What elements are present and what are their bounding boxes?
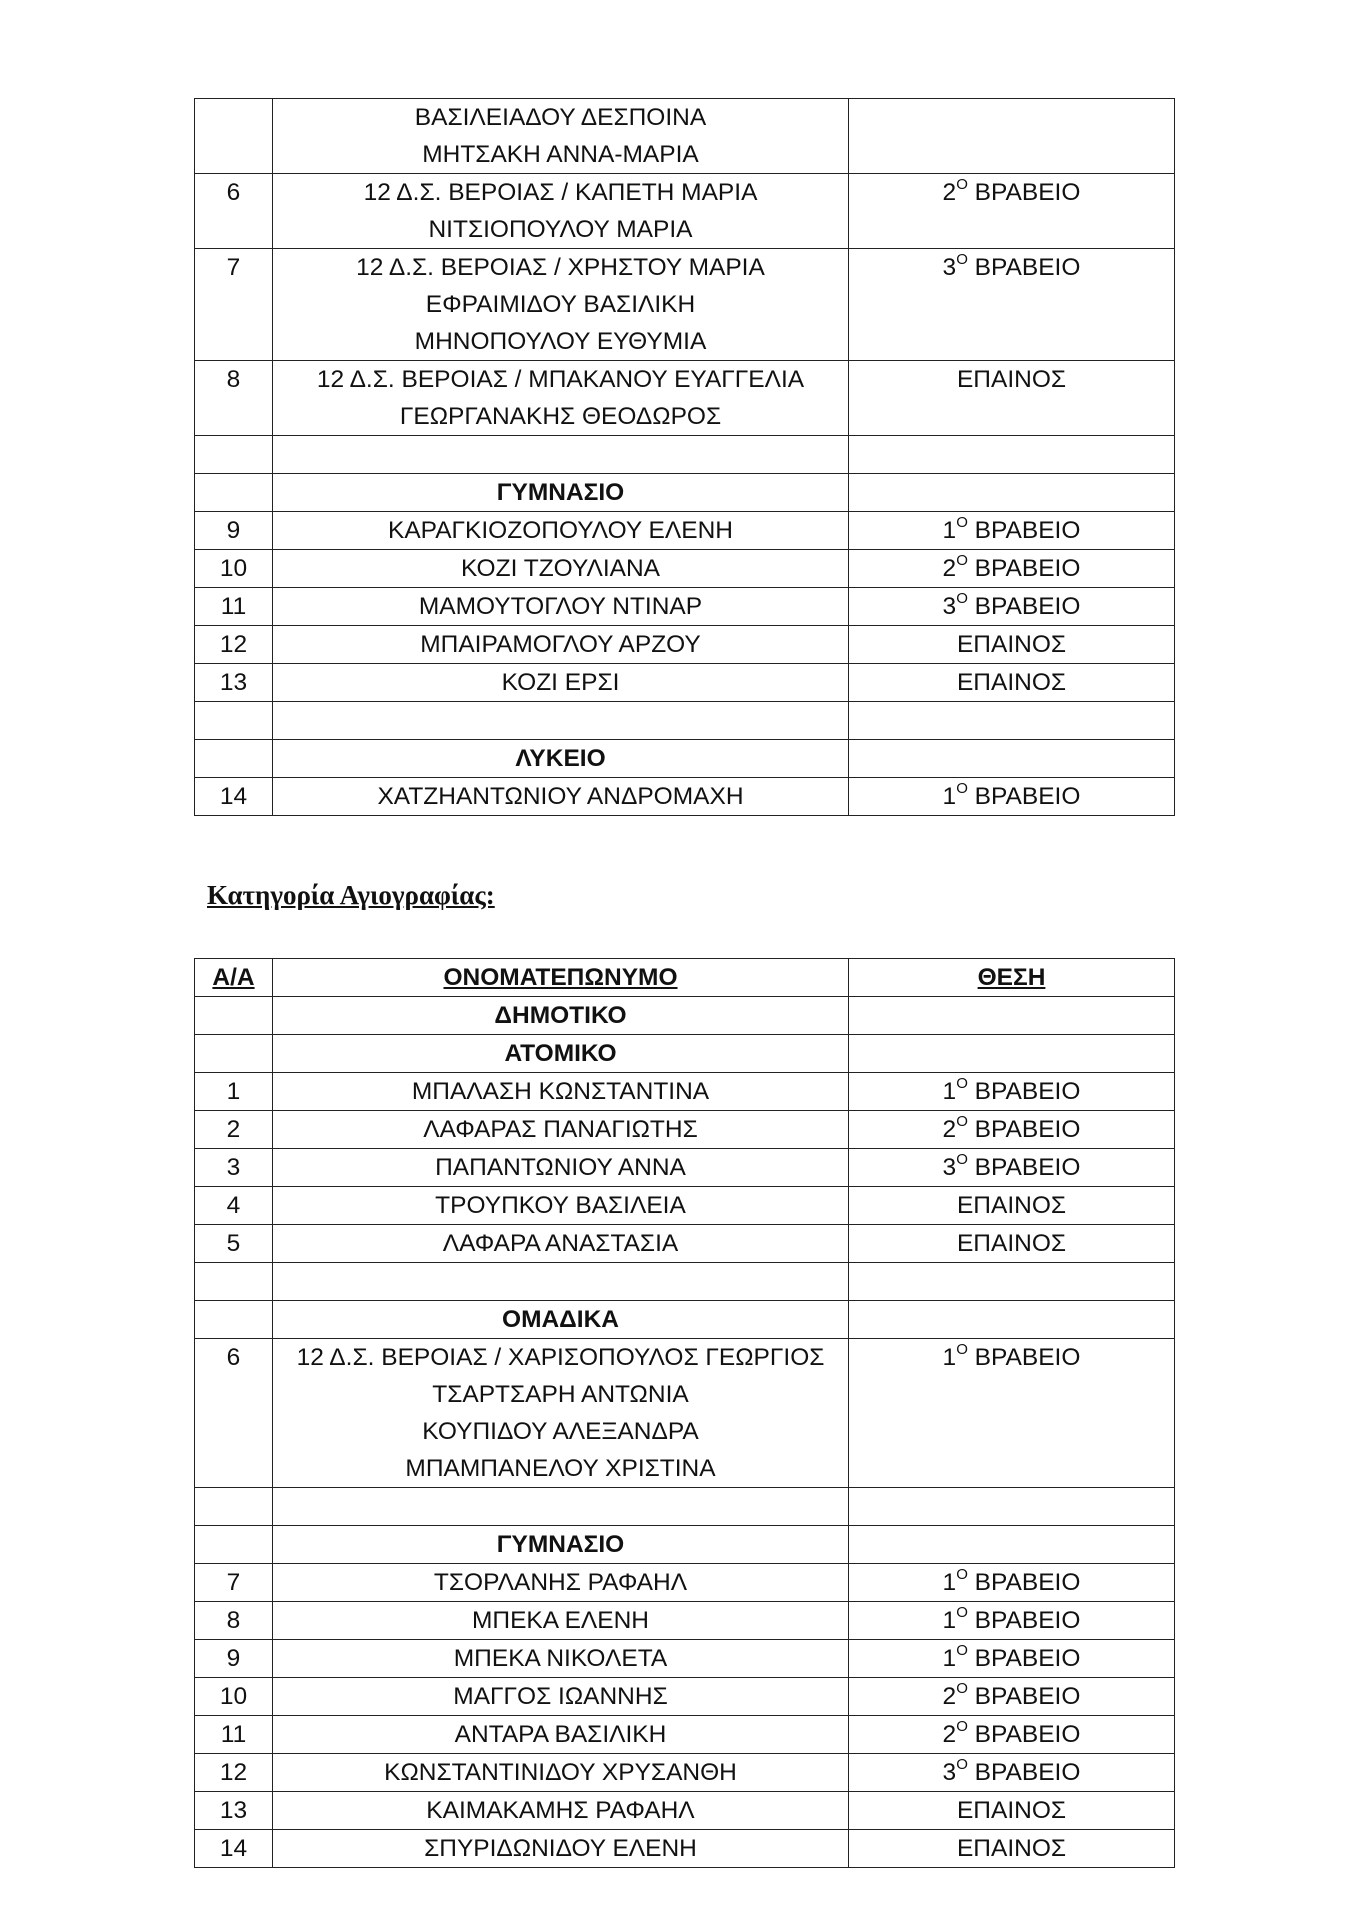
row-number: 4: [195, 1187, 273, 1225]
place-cell: [849, 474, 1175, 512]
table-row: [195, 1073, 1175, 1111]
ordinal-mark: Ο: [956, 1150, 968, 1168]
ordinal-mark: Ο: [956, 250, 968, 268]
name-line: ΛΑΦΑΡΑΣ ΠΑΝΑΓΙΩΤΗΣ: [423, 1116, 698, 1143]
row-number: [195, 474, 273, 512]
participant-names: [273, 174, 849, 249]
ordinal-mark: Ο: [956, 551, 968, 569]
name-line: ΛΑΦΑΡΑ ΑΝΑΣΤΑΣΙΑ: [442, 1230, 679, 1257]
row-number: [195, 740, 273, 778]
section-title: [273, 474, 849, 512]
name-line: 12 Δ.Σ. ΒΕΡΟΙΑΣ / ΜΠΑΚΑΝΟΥ ΕΥΑΓΓΕΛΙΑ: [316, 366, 805, 393]
place-cell: [849, 702, 1175, 740]
place-label: ΒΡΑΒΕΙΟ: [974, 1344, 1081, 1371]
spacer-row: [195, 1263, 1175, 1301]
place-label: ΒΡΑΒΕΙΟ: [974, 1154, 1081, 1181]
participant-names: [273, 1149, 849, 1187]
section-row: [195, 474, 1175, 512]
ordinal-mark: Ο: [956, 1717, 968, 1735]
place-label: ΒΡΑΒΕΙΟ: [974, 1683, 1081, 1710]
section-row: [195, 740, 1175, 778]
table-row: [195, 1754, 1175, 1792]
name-line: ΑΤΟΜΙΚΟ: [504, 1040, 617, 1067]
table-row: [195, 1716, 1175, 1754]
place-cell: [849, 1339, 1175, 1488]
row-number: 13: [195, 1792, 273, 1830]
participant-names: [273, 512, 849, 550]
table-row: [195, 1792, 1175, 1830]
place-label: ΒΡΑΒΕΙΟ: [974, 1569, 1081, 1596]
name-line: ΤΣΑΡΤΣΑΡΗ ΑΝΤΩΝΙΑ: [432, 1381, 689, 1408]
participant-names: [273, 1602, 849, 1640]
name-line: 12 Δ.Σ. ΒΕΡΟΙΑΣ / ΚΑΠΕΤΗ ΜΑΡΙΑ: [363, 179, 758, 206]
place-number: 3: [942, 1154, 957, 1181]
place-label: ΕΠΑΙΝΟΣ: [956, 669, 1067, 696]
participant-names: [273, 1225, 849, 1263]
name-line: ΜΠΑΙΡΑΜΟΓΛΟΥ ΑΡΖΟΥ: [420, 631, 701, 658]
place-cell: [849, 626, 1175, 664]
place-cell: [849, 361, 1175, 436]
participant-names: [273, 1488, 849, 1526]
participant-names: [273, 99, 849, 174]
row-number: [195, 997, 273, 1035]
ordinal-mark: Ο: [956, 1603, 968, 1621]
section-title: [273, 1035, 849, 1073]
table-row: [195, 550, 1175, 588]
name-line: [273, 1263, 848, 1300]
name-line: ΚΩΝΣΤΑΝΤΙΝΙΔΟΥ ΧΡΥΣΑΝΘΗ: [384, 1759, 737, 1786]
place-number: 3: [942, 254, 957, 281]
table-row: [195, 1225, 1175, 1263]
row-number: 7: [195, 1564, 273, 1602]
place-cell: [849, 1792, 1175, 1830]
participant-names: [273, 436, 849, 474]
table-row: [195, 1149, 1175, 1187]
participant-names: [273, 1263, 849, 1301]
section-title: [273, 997, 849, 1035]
row-number: 6: [195, 174, 273, 249]
name-line: ΚΟΖΙ ΤΖΟΥΛΙΑΝΑ: [460, 555, 661, 582]
place-number: 2: [942, 555, 957, 582]
participant-names: [273, 588, 849, 626]
place-cell: [849, 740, 1175, 778]
section-row: [195, 1526, 1175, 1564]
table-row: [195, 588, 1175, 626]
place-label: ΒΡΑΒΕΙΟ: [974, 1759, 1081, 1786]
ordinal-mark: Ο: [956, 1340, 968, 1358]
place-number: 1: [942, 1569, 957, 1596]
name-line: ΣΠΥΡΙΔΩΝΙΔΟΥ ΕΛΕΝΗ: [424, 1835, 697, 1862]
place-label: ΒΡΑΒΕΙΟ: [974, 1116, 1081, 1143]
name-line: ΚΟΖΙ ΕΡΣΙ: [501, 669, 620, 696]
ordinal-mark: Ο: [956, 589, 968, 607]
participant-names: [273, 778, 849, 816]
name-line: ΠΑΠΑΝΤΩΝΙΟΥ ΑΝΝΑ: [435, 1154, 686, 1181]
place-number: 2: [942, 1116, 957, 1143]
place-cell: [849, 1754, 1175, 1792]
place-number: 1: [942, 783, 957, 810]
name-line: ΜΠΕΚΑ ΕΛΕΝΗ: [471, 1607, 649, 1634]
name-line: ΜΑΓΓΟΣ ΙΩΑΝΝΗΣ: [453, 1683, 668, 1710]
place-label: ΕΠΑΙΝΟΣ: [956, 1192, 1067, 1219]
participant-names: [273, 1073, 849, 1111]
ordinal-mark: Ο: [956, 1074, 968, 1092]
row-number: 10: [195, 550, 273, 588]
name-line: ΜΑΜΟΥΤΟΓΛΟΥ ΝΤΙΝΑΡ: [418, 593, 703, 620]
ordinal-mark: Ο: [956, 779, 968, 797]
spacer-row: [195, 702, 1175, 740]
place-cell: [849, 1225, 1175, 1263]
name-line: ΓΕΩΡΓΑΝΑΚΗΣ ΘΕΟΔΩΡΟΣ: [399, 403, 722, 430]
place-number: 2: [942, 179, 957, 206]
name-line: ΜΗΝΟΠΟΥΛΟΥ ΕΥΘΥΜΙΑ: [414, 328, 707, 355]
ordinal-mark: Ο: [956, 1112, 968, 1130]
name-line: [273, 1488, 848, 1525]
participant-names: [273, 702, 849, 740]
name-line: ΧΑΤΖΗΑΝΤΩΝΙΟΥ ΑΝΔΡΟΜΑΧΗ: [377, 783, 744, 810]
iconography-results-table: [194, 958, 1175, 1868]
section-row: [195, 997, 1175, 1035]
place-label: ΕΠΑΙΝΟΣ: [956, 1835, 1067, 1862]
results-table-body: [195, 99, 1175, 816]
place-cell: [849, 249, 1175, 361]
place-cell: [849, 1301, 1175, 1339]
table-row: [195, 664, 1175, 702]
name-line: ΟΜΑΔΙΚΑ: [502, 1306, 619, 1333]
place-label: ΒΡΑΒΕΙΟ: [974, 517, 1081, 544]
participant-names: [273, 1111, 849, 1149]
results-table-continued: [194, 98, 1175, 816]
place-label: ΕΠΑΙΝΟΣ: [956, 631, 1067, 658]
name-line: ΒΑΣΙΛΕΙΑΔΟΥ ΔΕΣΠΟΙΝΑ: [414, 104, 707, 131]
ordinal-mark: Ο: [956, 1641, 968, 1659]
place-cell: [849, 1488, 1175, 1526]
row-number: 3: [195, 1149, 273, 1187]
place-label: ΒΡΑΒΕΙΟ: [974, 555, 1081, 582]
place-cell: [849, 436, 1175, 474]
name-line: ΔΗΜΟΤΙΚΟ: [494, 1002, 627, 1029]
row-number: 7: [195, 249, 273, 361]
row-number: 8: [195, 361, 273, 436]
participant-names: [273, 626, 849, 664]
section-title: [273, 1301, 849, 1339]
table-row: [195, 778, 1175, 816]
section-row: [195, 1301, 1175, 1339]
name-line: ΤΡΟΥΠΚΟΥ ΒΑΣΙΛΕΙΑ: [435, 1192, 686, 1219]
name-line: [273, 702, 848, 739]
row-number: 2: [195, 1111, 273, 1149]
place-label: ΒΡΑΒΕΙΟ: [974, 783, 1081, 810]
row-number: 1: [195, 1073, 273, 1111]
ordinal-mark: Ο: [956, 1679, 968, 1697]
place-cell: [849, 1073, 1175, 1111]
table-row: [195, 174, 1175, 249]
place-cell: [849, 778, 1175, 816]
name-line: ΚΑΙΜΑΚΑΜΗΣ ΡΑΦΑΗΛ: [426, 1797, 695, 1824]
name-line: ΓΥΜΝΑΣΙΟ: [496, 479, 625, 506]
table-row: [195, 1830, 1175, 1868]
place-cell: [849, 1263, 1175, 1301]
table-row: [195, 1339, 1175, 1488]
row-number: 5: [195, 1225, 273, 1263]
header-name: ΟΝΟΜΑΤΕΠΩΝΥΜΟ: [273, 959, 849, 997]
spacer-row: [195, 436, 1175, 474]
place-cell: [849, 1187, 1175, 1225]
participant-names: [273, 1754, 849, 1792]
row-number: [195, 1301, 273, 1339]
ordinal-mark: Ο: [956, 175, 968, 193]
place-cell: [849, 1678, 1175, 1716]
row-number: 10: [195, 1678, 273, 1716]
place-label: ΒΡΑΒΕΙΟ: [974, 1721, 1081, 1748]
section-row: [195, 1035, 1175, 1073]
name-line: ΜΠΑΛΑΣΗ ΚΩΝΣΤΑΝΤΙΝΑ: [411, 1078, 710, 1105]
name-line: ΑΝΤΑΡΑ ΒΑΣΙΛΙΚΗ: [454, 1721, 667, 1748]
name-line: ΚΑΡΑΓΚΙΟΖΟΠΟΥΛΟΥ ΕΛΕΝΗ: [387, 517, 733, 544]
row-number: 9: [195, 512, 273, 550]
table-row: [195, 1678, 1175, 1716]
place-cell: [849, 1716, 1175, 1754]
place-cell: [849, 588, 1175, 626]
place-label: ΕΠΑΙΝΟΣ: [956, 1797, 1067, 1824]
row-number: 6: [195, 1339, 273, 1488]
place-label: ΒΡΑΒΕΙΟ: [974, 593, 1081, 620]
table-row: [195, 1187, 1175, 1225]
place-number: 1: [942, 1344, 957, 1371]
participant-names: [273, 550, 849, 588]
header-number: Α/Α: [195, 959, 273, 997]
ordinal-mark: Ο: [956, 1565, 968, 1583]
name-line: [273, 436, 848, 473]
table-row: [195, 512, 1175, 550]
table-row: [195, 361, 1175, 436]
place-label: ΒΡΑΒΕΙΟ: [974, 254, 1081, 281]
row-number: 12: [195, 626, 273, 664]
table-row: [195, 1640, 1175, 1678]
table-row: [195, 99, 1175, 174]
name-line: ΜΠΕΚΑ ΝΙΚΟΛΕΤΑ: [453, 1645, 668, 1672]
participant-names: [273, 1339, 849, 1488]
place-label: ΒΡΑΒΕΙΟ: [974, 1078, 1081, 1105]
place-number: 1: [942, 1645, 957, 1672]
row-number: 9: [195, 1640, 273, 1678]
row-number: 11: [195, 588, 273, 626]
row-number: [195, 1263, 273, 1301]
place-cell: [849, 1526, 1175, 1564]
name-line: ΚΟΥΠΙΔΟΥ ΑΛΕΞΑΝΔΡΑ: [422, 1418, 699, 1445]
name-line: ΜΗΤΣΑΚΗ ΑΝΝΑ-ΜΑΡΙΑ: [422, 141, 699, 168]
row-number: [195, 1526, 273, 1564]
spacer-row: [195, 1488, 1175, 1526]
place-cell: [849, 1564, 1175, 1602]
participant-names: [273, 1792, 849, 1830]
participant-names: [273, 1564, 849, 1602]
section-title: [273, 1526, 849, 1564]
name-line: 12 Δ.Σ. ΒΕΡΟΙΑΣ / ΧΑΡΙΣΟΠΟΥΛΟΣ ΓΕΩΡΓΙΟΣ: [296, 1344, 825, 1371]
place-number: 3: [942, 1759, 957, 1786]
row-number: [195, 436, 273, 474]
name-line: ΕΦΡΑΙΜΙΔΟΥ ΒΑΣΙΛΙΚΗ: [425, 291, 696, 318]
place-label: ΕΠΑΙΝΟΣ: [956, 366, 1067, 393]
place-number: 1: [942, 517, 957, 544]
table-row: [195, 1111, 1175, 1149]
place-cell: [849, 512, 1175, 550]
participant-names: [273, 249, 849, 361]
place-cell: [849, 174, 1175, 249]
row-number: 13: [195, 664, 273, 702]
table-row: [195, 626, 1175, 664]
table-row: [195, 1564, 1175, 1602]
place-number: 3: [942, 593, 957, 620]
row-number: [195, 1035, 273, 1073]
place-label: ΒΡΑΒΕΙΟ: [974, 1607, 1081, 1634]
place-cell: [849, 1035, 1175, 1073]
row-number: 14: [195, 778, 273, 816]
place-cell: [849, 1602, 1175, 1640]
place-cell: [849, 664, 1175, 702]
name-line: ΝΙΤΣΙΟΠΟΥΛΟΥ ΜΑΡΙΑ: [428, 216, 693, 243]
place-cell: [849, 550, 1175, 588]
name-line: ΛΥΚΕΙΟ: [515, 745, 606, 772]
place-cell: [849, 1830, 1175, 1868]
participant-names: [273, 1716, 849, 1754]
results-table-body: [195, 997, 1175, 1868]
row-number: 12: [195, 1754, 273, 1792]
place-label: ΕΠΑΙΝΟΣ: [956, 1230, 1067, 1257]
place-cell: [849, 1640, 1175, 1678]
participant-names: [273, 1830, 849, 1868]
name-line: ΤΣΟΡΛΑΝΗΣ ΡΑΦΑΗΛ: [433, 1569, 688, 1596]
row-number: 14: [195, 1830, 273, 1868]
participant-names: [273, 1187, 849, 1225]
place-cell: [849, 1111, 1175, 1149]
place-cell: [849, 997, 1175, 1035]
table-row: [195, 1602, 1175, 1640]
place-label: ΒΡΑΒΕΙΟ: [974, 179, 1081, 206]
row-number: [195, 1488, 273, 1526]
participant-names: [273, 1640, 849, 1678]
category-title: Κατηγορία Αγιογραφίας:: [207, 880, 495, 910]
row-number: 8: [195, 1602, 273, 1640]
place-cell: [849, 1149, 1175, 1187]
place-number: 2: [942, 1721, 957, 1748]
header-place: ΘΕΣΗ: [849, 959, 1175, 997]
name-line: 12 Δ.Σ. ΒΕΡΟΙΑΣ / ΧΡΗΣΤΟΥ ΜΑΡΙΑ: [356, 254, 765, 281]
place-number: 1: [942, 1078, 957, 1105]
name-line: ΓΥΜΝΑΣΙΟ: [496, 1531, 625, 1558]
place-cell: [849, 99, 1175, 174]
name-line: ΜΠΑΜΠΑΝΕΛΟΥ ΧΡΙΣΤΙΝΑ: [405, 1455, 716, 1482]
place-number: 2: [942, 1683, 957, 1710]
place-label: ΒΡΑΒΕΙΟ: [974, 1645, 1081, 1672]
table-row: [195, 249, 1175, 361]
participant-names: [273, 361, 849, 436]
section-title: [273, 740, 849, 778]
ordinal-mark: Ο: [956, 1755, 968, 1773]
table-header-row: [195, 959, 1175, 997]
place-number: 1: [942, 1607, 957, 1634]
row-number: [195, 702, 273, 740]
ordinal-mark: Ο: [956, 513, 968, 531]
row-number: 11: [195, 1716, 273, 1754]
participant-names: [273, 1678, 849, 1716]
row-number: [195, 99, 273, 174]
participant-names: [273, 664, 849, 702]
